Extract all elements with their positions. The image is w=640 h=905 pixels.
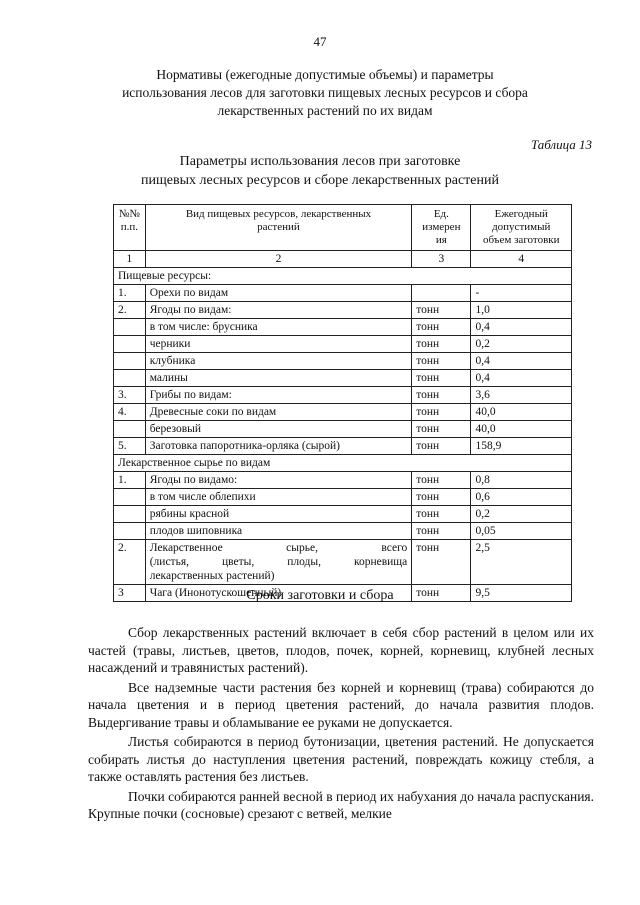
table-title-line: пищевых лесных ресурсов и сборе лекарственных растений [141, 173, 499, 188]
table-label: Таблица 13 [530, 137, 592, 152]
cell-value: 0,4 [471, 353, 572, 370]
table-row [114, 540, 572, 585]
table-title [90, 152, 550, 190]
cell-unit: тонн [412, 585, 471, 602]
cell-value: 158,9 [471, 438, 572, 455]
cell-unit: тонн [412, 370, 471, 387]
cell-resource-name: Заготовка папоротника-орляка (сырой) [145, 438, 412, 455]
cell-unit: тонн [412, 319, 471, 336]
table-row [114, 523, 572, 540]
cell-unit: тонн [412, 336, 471, 353]
cell-unit [412, 285, 471, 302]
cell-value: 0,2 [471, 506, 572, 523]
cell-value: 1,0 [471, 302, 572, 319]
table-row [114, 489, 572, 506]
column-number: 4 [471, 251, 572, 268]
document-title-line: Нормативы (ежегодные допустимые объемы) и параметры [156, 67, 494, 82]
cell-number [114, 370, 146, 387]
cell-value: 9,5 [471, 585, 572, 602]
cell-number: 3 [114, 585, 146, 602]
table-title-line: Параметры использования лесов при заготовке [179, 154, 461, 169]
body-text [88, 624, 594, 825]
cell-value: 0,2 [471, 336, 572, 353]
section-label: Пищевые ресурсы: [114, 268, 572, 285]
cell-resource-name: плодов шиповника [145, 523, 412, 540]
cell-unit: тонн [412, 523, 471, 540]
cell-number [114, 489, 146, 506]
cell-resource-name: березовый [145, 421, 412, 438]
paragraph: Листья собираются в период бутонизации, цветения растений. Не допускается собирать листья до наступления цветения растений, повреждать кожицу стебля, а также оставлять растения без листьев. [88, 734, 594, 784]
cell-resource-name: Чага (Инонотускошенный) [145, 585, 412, 602]
table-row [114, 387, 572, 404]
table-row [114, 404, 572, 421]
cell-value: 0,8 [471, 472, 572, 489]
table-header-row [114, 205, 572, 251]
cell-resource-name: малины [145, 370, 412, 387]
document-title-line: использования лесов для заготовки пищевых лесных ресурсов и сбора [122, 85, 528, 100]
cell-resource-name: Грибы по видам: [145, 387, 412, 404]
cell-resource-name: в том числе: брусника [145, 319, 412, 336]
cell-unit: тонн [412, 472, 471, 489]
cell-resource-name: черники [145, 336, 412, 353]
table-row [114, 506, 572, 523]
cell-value: 0,4 [471, 319, 572, 336]
cell-number [114, 353, 146, 370]
cell-resource-name: клубника [145, 353, 412, 370]
paragraph: Почки собираются ранней весной в период их набухания до начала распускания. Крупные почки (сосновые) срезают с ветвей, мелкие [88, 788, 594, 821]
cell-unit: тонн [412, 438, 471, 455]
cell-unit: тонн [412, 489, 471, 506]
cell-number: 3. [114, 387, 146, 404]
cell-number [114, 319, 146, 336]
header-number: №№ п.п. [114, 205, 146, 251]
cell-value: 0,4 [471, 370, 572, 387]
cell-unit: тонн [412, 421, 471, 438]
section-heading: Сроки заготовки и сбора [246, 588, 394, 603]
section-row-medicinal [114, 455, 572, 472]
column-number: 3 [412, 251, 471, 268]
cell-unit: тонн [412, 302, 471, 319]
section-label: Лекарственное сырье по видам [114, 455, 572, 472]
cell-number: 2. [114, 302, 146, 319]
cell-resource-name: Ягоды по видам: [145, 302, 412, 319]
cell-value: 40,0 [471, 404, 572, 421]
cell-number [114, 506, 146, 523]
paragraph: Все надземные части растения без корней и корневищ (трава) собираются до начала цветения и в период цветения растений, до начала развития плодов. Выдергивание травы и обламывание ее руками не допускается. [88, 679, 594, 730]
header-annual-volume: Ежегодный допустимый объем заготовки [471, 205, 572, 251]
cell-unit: тонн [412, 404, 471, 421]
table-row [114, 353, 572, 370]
cell-unit: тонн [412, 540, 471, 585]
table-row [114, 421, 572, 438]
cell-value: - [471, 285, 572, 302]
cell-resource-name: Лекарственное сырье, всего (листья, цветы, плоды, корневища лекарственных растений) [145, 540, 412, 585]
cell-resource-name: в том числе облепихи [145, 489, 412, 506]
header-unit: Ед. измерен ия [412, 205, 471, 251]
table-row [114, 302, 572, 319]
document-title-line: лекарственных растений по их видам [217, 103, 433, 118]
cell-value: 3,6 [471, 387, 572, 404]
cell-number [114, 336, 146, 353]
document-title [100, 66, 550, 120]
cell-resource-name: Ягоды по видамо: [145, 472, 412, 489]
cell-value: 0,05 [471, 523, 572, 540]
table-row [114, 319, 572, 336]
cell-number: 4. [114, 404, 146, 421]
paragraph: Сбор лекарственных растений включает в себя сбор растений в целом или их частей (травы, листьев, цветов, плодов, почек, корней, корневищ, клубней лесных насаждений и травянистых растений). [88, 625, 594, 675]
page-number: 47 [313, 34, 327, 49]
section-row-food [114, 268, 572, 285]
header-resource-type: Вид пищевых ресурсов, лекарственных растений [145, 205, 412, 251]
cell-unit: тонн [412, 353, 471, 370]
cell-number: 2. [114, 540, 146, 585]
column-number: 2 [145, 251, 412, 268]
cell-number: 1. [114, 472, 146, 489]
table-row [114, 472, 572, 489]
forest-resources-table [113, 204, 572, 602]
table-row [114, 438, 572, 455]
column-numbers-row [114, 251, 572, 268]
cell-number [114, 523, 146, 540]
cell-value: 40,0 [471, 421, 572, 438]
cell-value: 2,5 [471, 540, 572, 585]
cell-resource-name: Древесные соки по видам [145, 404, 412, 421]
cell-resource-name: рябины красной [145, 506, 412, 523]
column-number: 1 [114, 251, 146, 268]
cell-number: 5. [114, 438, 146, 455]
cell-resource-name: Орехи по видам [145, 285, 412, 302]
cell-value: 0,6 [471, 489, 572, 506]
cell-number [114, 421, 146, 438]
table-row [114, 336, 572, 353]
cell-unit: тонн [412, 506, 471, 523]
table-row [114, 370, 572, 387]
table-row [114, 285, 572, 302]
cell-unit: тонн [412, 387, 471, 404]
cell-number: 1. [114, 285, 146, 302]
